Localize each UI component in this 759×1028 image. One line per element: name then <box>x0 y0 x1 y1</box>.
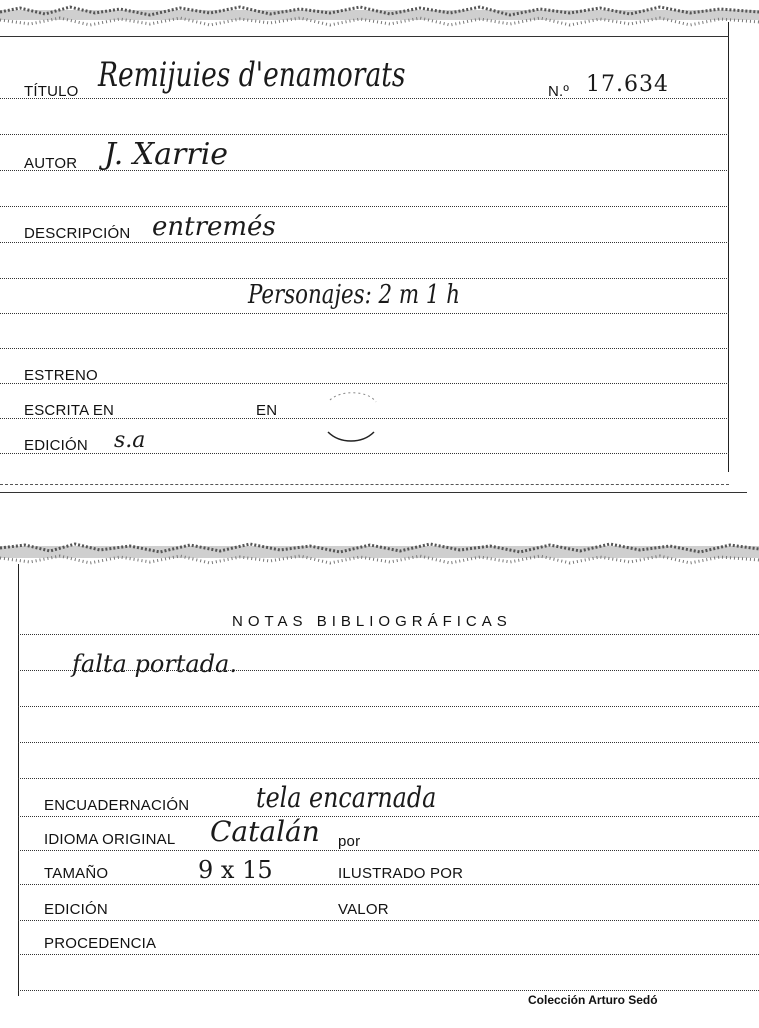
right-border <box>728 22 729 472</box>
descripcion-label: DESCRIPCIÓN <box>24 225 131 242</box>
ruled-line <box>18 816 759 817</box>
ruled-line <box>18 850 759 851</box>
por-label: por <box>338 833 361 850</box>
ruled-line <box>18 706 759 707</box>
escrita-en-label: ESCRITA EN <box>24 402 115 419</box>
edicion-label: EDICIÓN <box>24 437 88 454</box>
torn-edge-texture <box>0 540 759 570</box>
ruled-line <box>18 670 759 671</box>
torn-edge-texture <box>0 0 759 30</box>
valor-label: VALOR <box>338 901 389 918</box>
ruled-line <box>18 990 759 991</box>
personajes-value: Personajes: 2 m 1 h <box>248 280 460 310</box>
ruled-line <box>0 383 729 384</box>
en-label: EN <box>256 402 278 419</box>
ruled-line <box>18 742 759 743</box>
descripcion-value: entremés <box>152 212 276 242</box>
tamano-value: 9 x 15 <box>198 856 273 884</box>
ruled-line <box>0 453 729 454</box>
ruled-line <box>18 884 759 885</box>
titulo-value: Remijuies d'enamorats <box>98 55 406 95</box>
card-separator <box>0 492 747 493</box>
ruled-line <box>0 98 729 99</box>
top-border <box>0 36 729 37</box>
ruled-line <box>0 242 729 243</box>
catalog-card-bottom <box>0 540 759 1028</box>
autor-label: AUTOR <box>24 155 78 172</box>
ruled-line <box>0 278 729 279</box>
ruled-line <box>18 634 759 635</box>
numero-label: N.º <box>548 83 570 100</box>
autor-value: J. Xarrie <box>104 137 229 172</box>
edicion-value: s.a <box>114 428 146 453</box>
tamano-label: TAMAÑO <box>44 865 109 882</box>
procedencia-label: PROCEDENCIA <box>44 935 157 952</box>
ruled-line <box>0 348 729 349</box>
nota-value: falta portada. <box>72 650 237 678</box>
card-bottom-edge <box>0 484 729 485</box>
titulo-label: TÍTULO <box>24 83 79 100</box>
ruled-line <box>18 778 759 779</box>
ruled-line <box>0 134 729 135</box>
ruled-line <box>18 954 759 955</box>
left-border <box>18 564 19 996</box>
punch-hole-mark <box>322 388 384 446</box>
estreno-label: ESTRENO <box>24 367 98 384</box>
edicion-label-bottom: EDICIÓN <box>44 901 108 918</box>
ilustrado-label: ILUSTRADO POR <box>338 865 464 882</box>
ruled-line <box>0 313 729 314</box>
numero-value: 17.634 <box>586 72 669 97</box>
catalog-card-top <box>0 0 759 495</box>
idioma-value: Catalán <box>210 815 320 848</box>
encuadernacion-label: ENCUADERNACIÓN <box>44 797 190 814</box>
ruled-line <box>0 206 729 207</box>
idioma-label: IDIOMA ORIGINAL <box>44 831 176 848</box>
ruled-line <box>18 920 759 921</box>
collection-footer: Colección Arturo Sedó <box>528 993 658 1007</box>
encuadernacion-value: tela encarnada <box>256 781 437 814</box>
notas-heading: NOTAS BIBLIOGRÁFICAS <box>232 613 512 630</box>
